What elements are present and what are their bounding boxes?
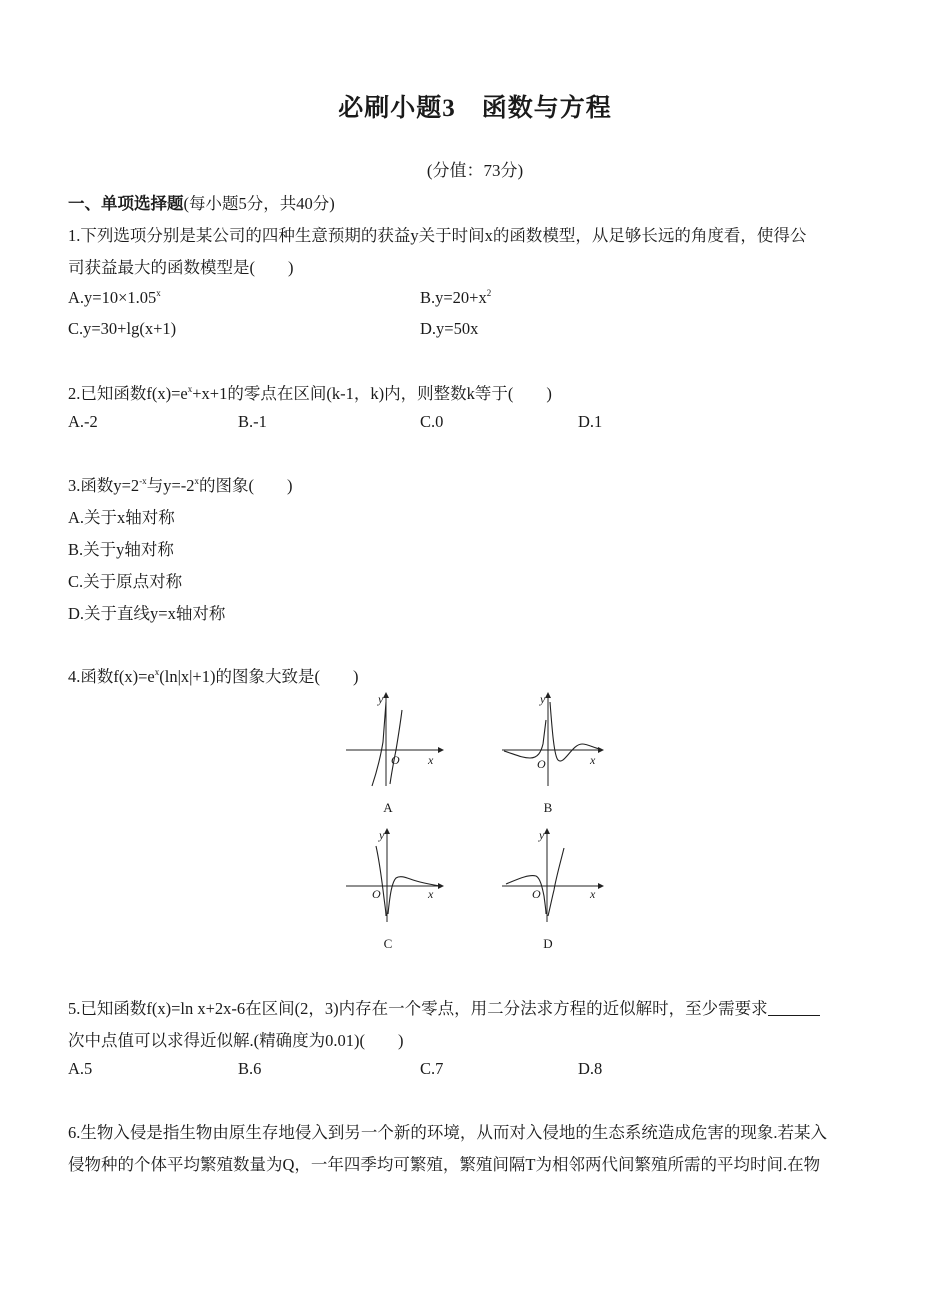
- q4-stem-post: (ln|x|+1)的图象大致是( ): [159, 667, 359, 686]
- page-title: 必刷小题3 函数与方程: [338, 95, 612, 122]
- q3-stem-exponent1: -x: [139, 476, 147, 486]
- q3-stem-post: 的图象( ): [199, 476, 293, 495]
- graph-d-y-arrow: [544, 828, 550, 834]
- q5-stem-line2: 次中点值可以求得近似解.(精确度为0.01)( ): [68, 1031, 404, 1050]
- q5-option-b: B.6: [238, 1059, 262, 1078]
- graph-c: [340, 824, 445, 924]
- q1-option-d: D.y=50x: [420, 319, 479, 338]
- graph-a-x-label: x: [428, 753, 434, 767]
- graph-c-origin-label: O: [372, 887, 381, 901]
- score-note: (分值：73分): [426, 161, 524, 180]
- graph-d-caption: D: [543, 936, 553, 951]
- q1-option-b-exponent: 2: [486, 288, 492, 298]
- section-note: (每小题5分，共40分): [183, 194, 335, 213]
- q3-stem-exponent2: x: [194, 476, 199, 486]
- graph-d-curve-right: [548, 848, 564, 916]
- graph-a-y-label: y: [378, 692, 384, 706]
- q2-stem-pre: 2.已知函数f(x)=e: [68, 384, 188, 403]
- graph-d-y-label: y: [539, 828, 545, 842]
- graph-d-x-arrow: [598, 883, 604, 889]
- graph-a-y-arrow: [383, 692, 389, 698]
- q3-option-d: D.关于直线y=x轴对称: [68, 604, 226, 623]
- graph-b-y-label: y: [540, 692, 546, 706]
- q1-option-a: [68, 288, 161, 308]
- q3-stem-pre: 3.函数y=2: [68, 476, 140, 495]
- q1-option-b: [420, 288, 491, 308]
- section-title: 一、单项选择题: [68, 194, 184, 213]
- q5-stem-line1-text: 5.已知函数f(x)=ln x+2x-6在区间(2，3)内存在一个零点，用二分法求方程的近似解时，至少需要求: [68, 999, 768, 1018]
- q4-stem: [68, 663, 358, 687]
- graph-b: [500, 688, 605, 788]
- graph-a-curve-left: [372, 702, 386, 786]
- q1-option-a-exponent: x: [156, 288, 161, 298]
- graph-c-x-label: x: [428, 887, 434, 901]
- q1-stem-line2: 司获益最大的函数模型是( ): [68, 258, 294, 277]
- q5-answer-blank: [768, 1001, 820, 1016]
- q2-option-c: C.0: [420, 412, 444, 431]
- q5-option-d: D.8: [578, 1059, 603, 1078]
- graph-b-curve-left: [504, 720, 546, 758]
- graph-b-caption: B: [543, 800, 553, 815]
- graph-c-curve-left: [376, 846, 386, 916]
- graph-a-origin-label: O: [391, 753, 400, 767]
- q2-stem-exponent: x: [187, 384, 193, 394]
- q2-option-a: A.-2: [68, 412, 98, 431]
- q2-stem: [68, 380, 552, 404]
- q4-stem-pre: 4.函数f(x)=e: [68, 667, 155, 686]
- graph-c-caption: C: [383, 936, 393, 951]
- graph-b-x-label: x: [590, 753, 596, 767]
- graph-c-y-label: y: [379, 828, 385, 842]
- q3-stem: [68, 472, 293, 496]
- graph-b-x-arrow: [598, 747, 604, 753]
- graph-a-caption: A: [383, 800, 393, 815]
- graph-a-x-arrow: [438, 747, 444, 753]
- q1-stem-line1: 1.下列选项分别是某公司的四种生意预期的获益y关于时间x的函数模型，从足够长远的角度看，使得公: [68, 226, 807, 245]
- graph-d-x-label: x: [590, 887, 596, 901]
- q5-option-c: C.7: [420, 1059, 444, 1078]
- q1-option-a-text: A.y=10×1.05: [68, 288, 157, 307]
- q6-stem-line1: 6.生物入侵是指生物由原生存地侵入到另一个新的环境，从而对入侵地的生态系统造成危害的现象.若某入: [68, 1123, 827, 1142]
- q3-option-a: A.关于x轴对称: [68, 508, 175, 527]
- q6-stem-line2: 侵物种的个体平均繁殖数量为Q，一年四季均可繁殖，繁殖间隔T为相邻两代间繁殖所需的平均时间.在物: [68, 1155, 821, 1174]
- graph-b-y-arrow: [545, 692, 551, 698]
- q3-option-c: C.关于原点对称: [68, 572, 183, 591]
- q2-option-b: B.-1: [238, 412, 267, 431]
- q3-option-b: B.关于y轴对称: [68, 540, 174, 559]
- q5-option-a: A.5: [68, 1059, 93, 1078]
- q1-option-b-text: B.y=20+x: [420, 288, 487, 307]
- graph-a: [340, 688, 445, 788]
- q3-stem-mid: 与y=-2: [146, 476, 195, 495]
- q1-option-c: C.y=30+lg(x+1): [68, 319, 177, 338]
- graph-a-curve-right: [390, 710, 402, 784]
- graph-d-origin-label: O: [532, 887, 541, 901]
- graph-b-origin-label: O: [537, 757, 546, 771]
- q2-option-d: D.1: [578, 412, 603, 431]
- q2-stem-post: +x+1的零点在区间(k-1，k)内，则整数k等于( ): [192, 384, 552, 403]
- section-heading: [68, 190, 335, 214]
- q5-stem-line1: [68, 995, 820, 1019]
- graph-c-y-arrow: [384, 828, 390, 834]
- graph-d: [500, 824, 605, 924]
- q4-stem-exponent: x: [154, 667, 160, 677]
